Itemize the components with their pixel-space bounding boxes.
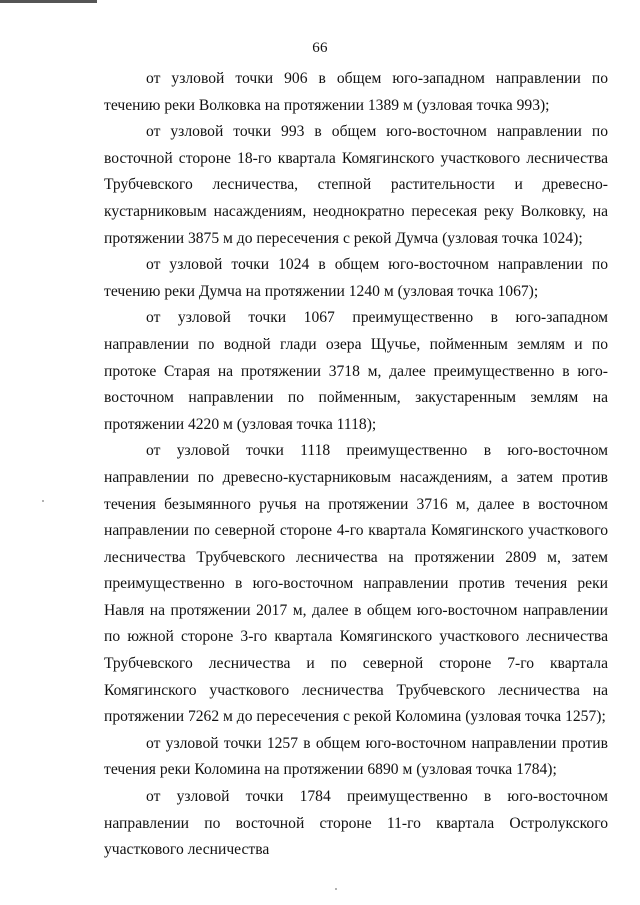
scan-edge-mark <box>0 0 97 3</box>
paragraph: от узловой точки 1784 преимущественно в юго-восточном направлении по восточной стороне 11-го квартала Остролукского участкового лесничества <box>104 788 608 859</box>
paragraph: от узловой точки 1118 преимущественно в юго-восточном направлении по древесно-кустарниковым насаждениям, а затем против течения безымянного ручья на протяжении 3716 м, далее в восточном направлении по северной стороне 4-го квартала Комягинского участкового лесничества Трубчевского лесничества на протяжении 2809 м, затем преимущественно в юго-восточном направлении против течения реки Навля на протяжении 2017 м, далее в общем юго-восточном направлении по южной стороне 3-го квартала Комягинского участкового лесничества Трубчевского лесничества и по северной стороне 7-го квартала Комягинского участкового лесничества Трубчевского лесничества на протяжении 7262 м до пересечения с рекой Коломина (узловая точка 1257); <box>104 442 608 726</box>
document-body <box>104 66 608 864</box>
scan-speck <box>335 888 337 890</box>
paragraph: от узловой точки 993 в общем юго-восточном направлении по восточной стороне 18-го квартала Комягинского участкового лесничества Трубчевского лесничества, степной растительности и древесно-кустарниковым насаждениям, неоднократно пересекая реку Волковку, на протяжении 3875 м до пересечения с рекой Думча (узловая точка 1024); <box>104 123 608 247</box>
paragraph: от узловой точки 1257 в общем юго-восточном направлении против течения реки Коломина на протяжении 6890 м (узловая точка 1784); <box>104 734 608 779</box>
paragraph: от узловой точки 1067 преимущественно в юго-западном направлении по водной глади озера Щучье, пойменным землям и по протоке Старая на протяжении 3718 м, далее преимущественно в юго-восточном направлении по пойменным, закустаренным землям на протяжении 4220 м (узловая точка 1118); <box>104 309 608 433</box>
paragraph: от узловой точки 906 в общем юго-западном направлении по течению реки Волковка на протяжении 1389 м (узловая точка 993); <box>104 70 608 114</box>
scan-speck <box>42 500 44 502</box>
paragraph: от узловой точки 1024 в общем юго-восточном направлении по течению реки Думча на протяжении 1240 м (узловая точка 1067); <box>104 256 608 300</box>
page-number: 66 <box>312 40 328 56</box>
